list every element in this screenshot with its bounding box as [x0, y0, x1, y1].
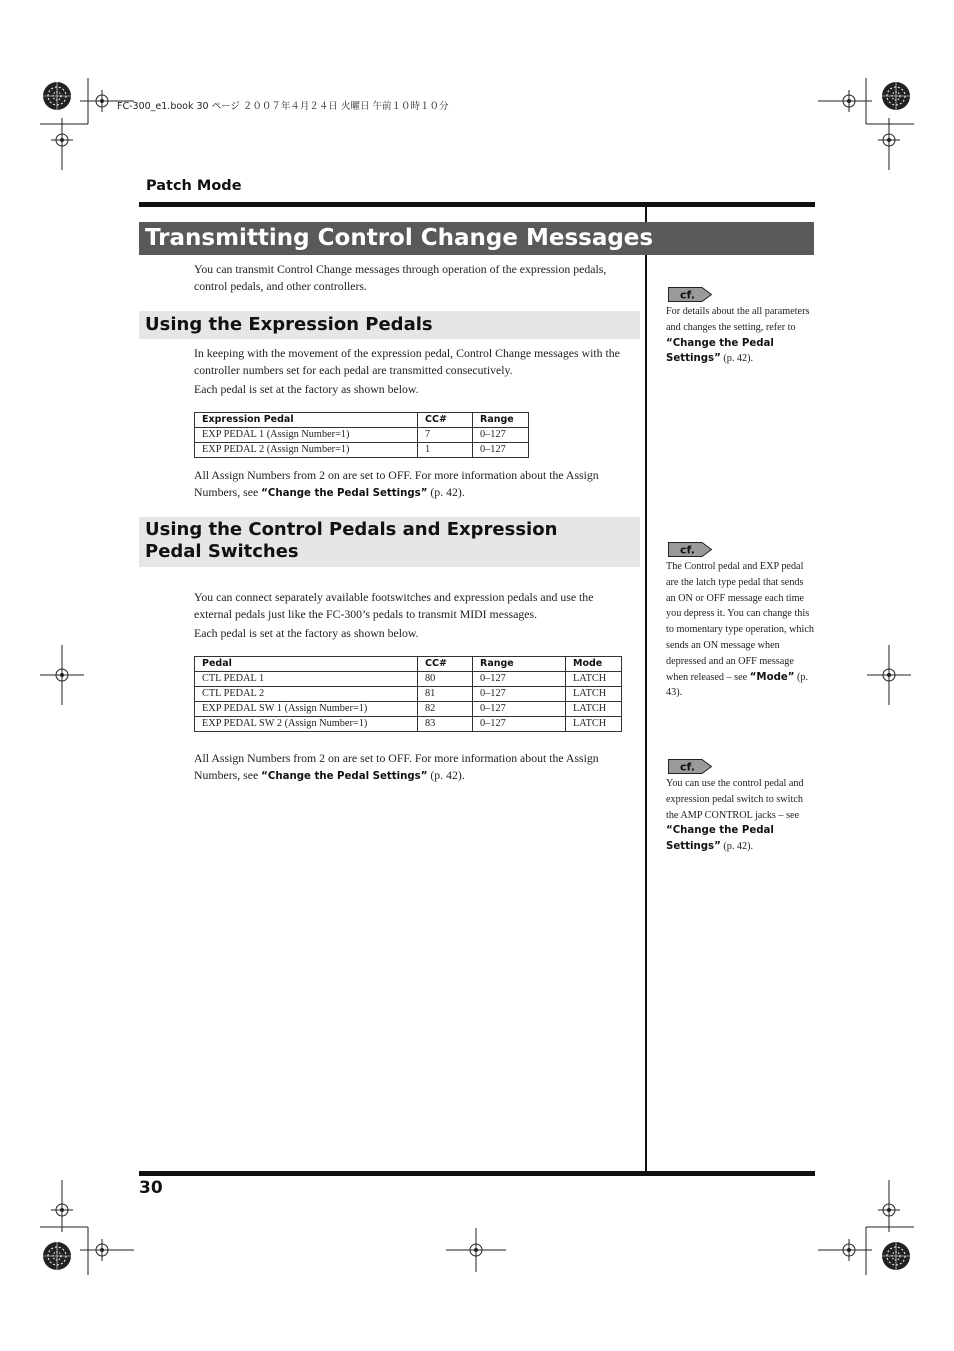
sidenote-text: The Control pedal and EXP pedal are the latch type pedal that sends an ON or OFF message each time you depress it. You can change this to momentary type operation, which sends an ON message when depressed and an OFF message when released – see — [666, 561, 814, 683]
cf-tag-label: cf. — [680, 760, 695, 774]
section-heading-text: Using the Expression Pedals — [145, 314, 433, 335]
sidenote-text: You can use the control pedal and expression pedal switch to switch the AMP CONTROL jacks – see — [666, 778, 804, 821]
table-cell: 0–127 — [473, 702, 566, 717]
table-cell: 7 — [418, 428, 473, 443]
table-cell: CTL PEDAL 2 — [195, 687, 418, 702]
intro-paragraph: You can transmit Control Change messages through operation of the expression pedals, control pedals, and other controllers. — [194, 262, 607, 293]
column-header: Range — [473, 413, 529, 428]
table-cell: LATCH — [566, 672, 622, 687]
section-label: Patch Mode — [146, 178, 242, 194]
section1-factory-note: Each pedal is set at the factory as shown below. — [194, 382, 419, 396]
sidenote-page: (p. 42). — [720, 353, 754, 365]
section2-paragraph: You can connect separately available footswitches and expression pedals and use the external pedals just like the FC-300’s pedals to transmit MIDI messages. — [194, 590, 594, 621]
column-header: CC# — [418, 413, 473, 428]
table-cell: 83 — [418, 717, 473, 732]
sidenote-text: For details about the all parameters and changes the setting, refer to — [666, 306, 810, 333]
column-header: Range — [473, 657, 566, 672]
table-cell: LATCH — [566, 717, 622, 732]
column-header: CC# — [418, 657, 473, 672]
cross-reference-link[interactable]: “Change the Pedal Settings” — [261, 488, 428, 499]
note-text: All Assign Numbers from 2 on are set to OFF. For more information about the Assign Numbers, see — [194, 468, 599, 499]
table-cell: EXP PEDAL 2 (Assign Number=1) — [195, 443, 418, 458]
table-cell: 1 — [418, 443, 473, 458]
table-cell: 0–127 — [473, 428, 529, 443]
cross-reference-link[interactable]: “Mode” — [749, 671, 795, 683]
sidenote-page: (p. 42). — [720, 841, 754, 853]
table-cell: 0–127 — [473, 672, 566, 687]
cf-tag-label: cf. — [680, 543, 695, 557]
table-cell: EXP PEDAL 1 (Assign Number=1) — [195, 428, 418, 443]
table-cell: 81 — [418, 687, 473, 702]
cross-reference-link[interactable]: “Change the Pedal Settings” — [666, 337, 774, 365]
page-title: Transmitting Control Change Messages — [145, 225, 654, 251]
page-number: 30 — [139, 1178, 163, 1198]
column-header: Pedal — [195, 657, 418, 672]
cross-reference-link[interactable]: “Change the Pedal Settings” — [261, 771, 428, 782]
section2-factory-note: Each pedal is set at the factory as shown below. — [194, 626, 419, 640]
table-cell: 0–127 — [473, 717, 566, 732]
note-text: All Assign Numbers from 2 on are set to OFF. For more information about the Assign Numbers, see — [194, 751, 599, 782]
table-cell: LATCH — [566, 687, 622, 702]
sidenote-page: (p. 43). — [666, 671, 809, 699]
column-header: Mode — [566, 657, 622, 672]
table-cell: 0–127 — [473, 443, 529, 458]
cf-tag-label: cf. — [680, 288, 695, 302]
print-header: FC-300_e1.book 30 ページ ２００７年４月２４日 火曜日 午前１０時１０分 — [117, 101, 449, 112]
section1-paragraph: In keeping with the movement of the expression pedal, Control Change messages with the controller numbers set for each pedal are transmitted consecutively. — [194, 346, 620, 377]
table-cell: 82 — [418, 702, 473, 717]
note-page: (p. 42). — [427, 485, 465, 499]
column-header: Expression Pedal — [195, 413, 418, 428]
table-cell: EXP PEDAL SW 1 (Assign Number=1) — [195, 702, 418, 717]
section-heading-text: Using the Control Pedals and Expression Pedal Switches — [145, 519, 558, 562]
table-cell: 0–127 — [473, 687, 566, 702]
table-cell: EXP PEDAL SW 2 (Assign Number=1) — [195, 717, 418, 732]
table-cell: LATCH — [566, 702, 622, 717]
table-cell: 80 — [418, 672, 473, 687]
note-page: (p. 42). — [427, 768, 465, 782]
table-cell: CTL PEDAL 1 — [195, 672, 418, 687]
cross-reference-link[interactable]: “Change the Pedal Settings” — [666, 825, 774, 853]
